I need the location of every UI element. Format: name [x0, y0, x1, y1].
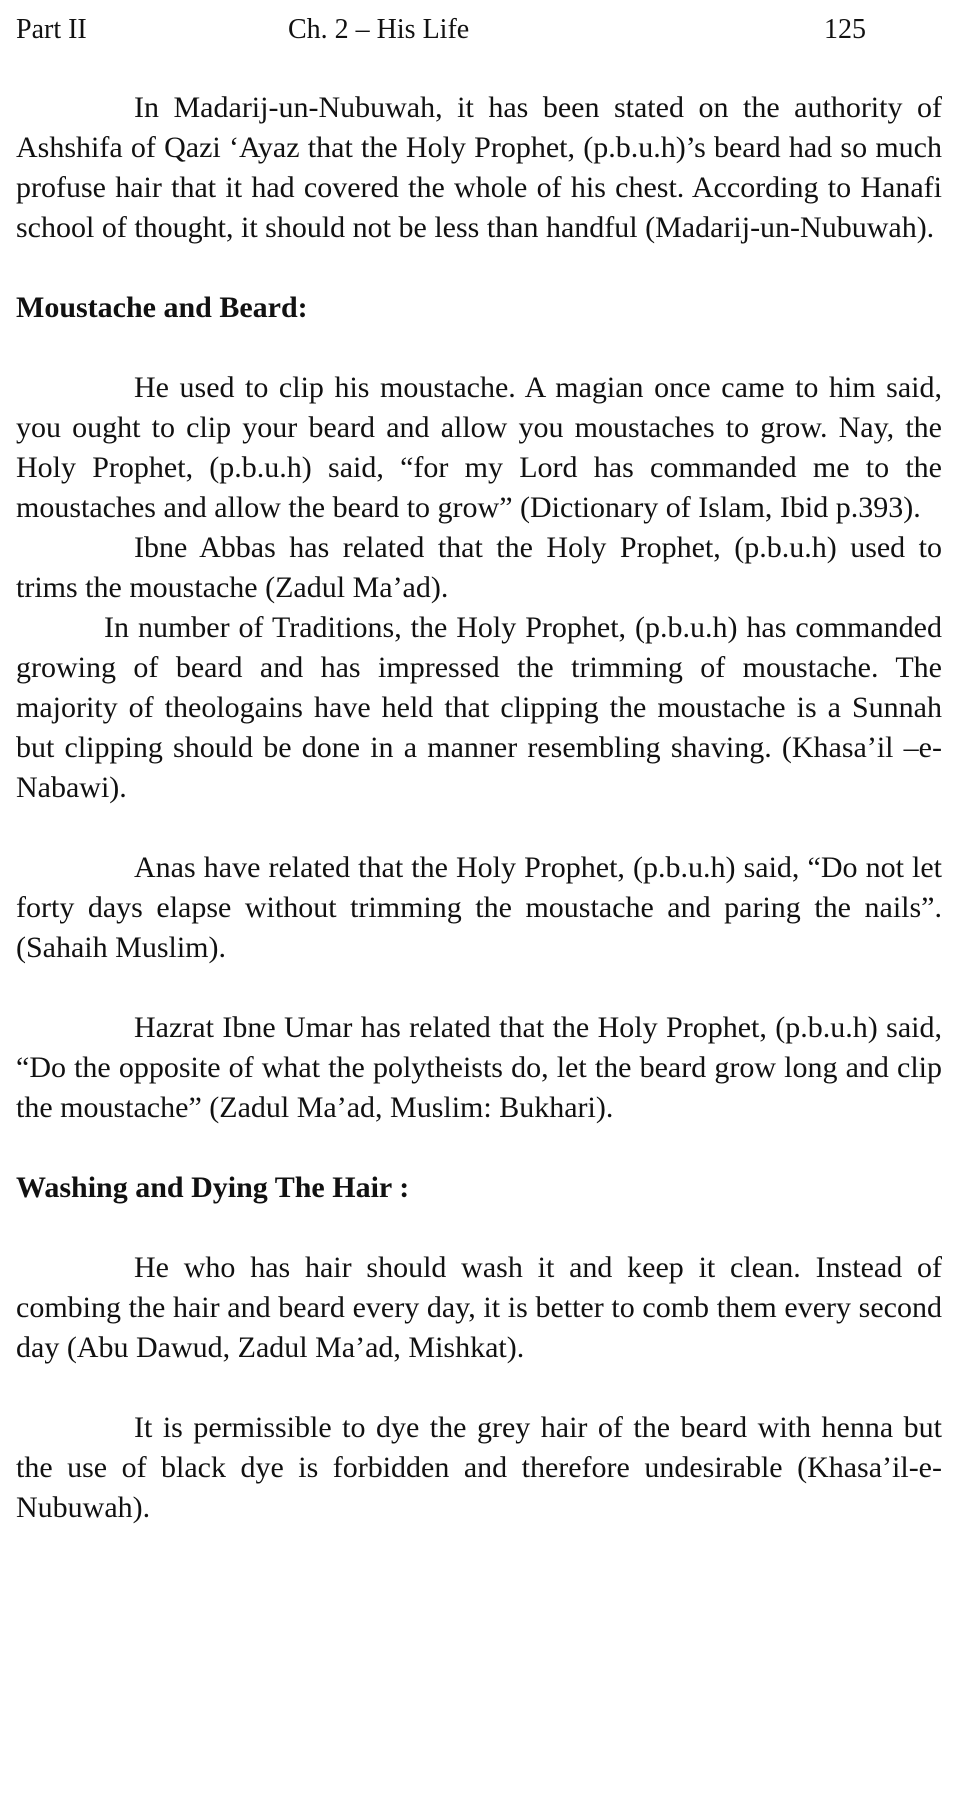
paragraph-clip-moustache: He used to clip his moustache. A magian once came to him said, you ought to clip your beard and allow you moustaches to grow. Nay, the Holy Prophet, (p.b.u.h) said, “for my Lord has commanded me to the moustaches and allow the beard to grow” (Dictionary of Islam, Ibid p.393). — [16, 371, 942, 524]
running-header — [16, 0, 942, 60]
page-body — [16, 88, 942, 1528]
paragraph-washing: He who has hair should wash it and keep it clean. Instead of combing the hair and beard every day, it is better to comb them every second day (Abu Dawud, Zadul Ma’ad, Mishkat). — [16, 1251, 942, 1364]
paragraph-ibne-abbas: Ibne Abbas has related that the Holy Prophet, (p.b.u.h) used to trims the moustache (Zadul Ma’ad). — [16, 531, 942, 604]
header-part: Part II — [16, 14, 87, 45]
book-page — [16, 0, 942, 1524]
header-chapter: Ch. 2 – His Life — [288, 14, 470, 45]
page-number: 125 — [824, 14, 866, 45]
paragraph-madarij: In Madarij-un-Nubuwah, it has been stated on the authority of Ashshifa of Qazi ‘Ayaz that the Holy Prophet, (p.b.u.h)’s beard had so much profuse hair that it had covered the whole of his chest. According to Hanafi school of thought, it should not be less than handful (Madarij-un-Nubuwah). — [16, 91, 942, 244]
heading-moustache-beard: Moustache and Beard: — [16, 291, 308, 324]
paragraph-dye: It is permissible to dye the grey hair of the beard with henna but the use of black dye is forbidden and therefore undesirable (Khasa’il-e-Nubuwah). — [16, 1411, 942, 1524]
heading-washing-dying: Washing and Dying The Hair : — [16, 1171, 410, 1204]
paragraph-ibne-umar: Hazrat Ibne Umar has related that the Holy Prophet, (p.b.u.h) said, “Do the opposite of what the polytheists do, let the beard grow long and clip the moustache” (Zadul Ma’ad, Muslim: Bukhari). — [16, 1011, 942, 1124]
paragraph-anas: Anas have related that the Holy Prophet, (p.b.u.h) said, “Do not let forty days elapse without trimming the moustache and paring the nails”. (Sahaih Muslim). — [16, 851, 942, 964]
paragraph-traditions: In number of Traditions, the Holy Prophet, (p.b.u.h) has commanded growing of beard and has impressed the trimming of moustache. The majority of theologains have held that clipping the moustache is a Sunnah but clipping should be done in a manner resembling shaving. (Khasa’il –e-Nabawi). — [16, 611, 942, 804]
